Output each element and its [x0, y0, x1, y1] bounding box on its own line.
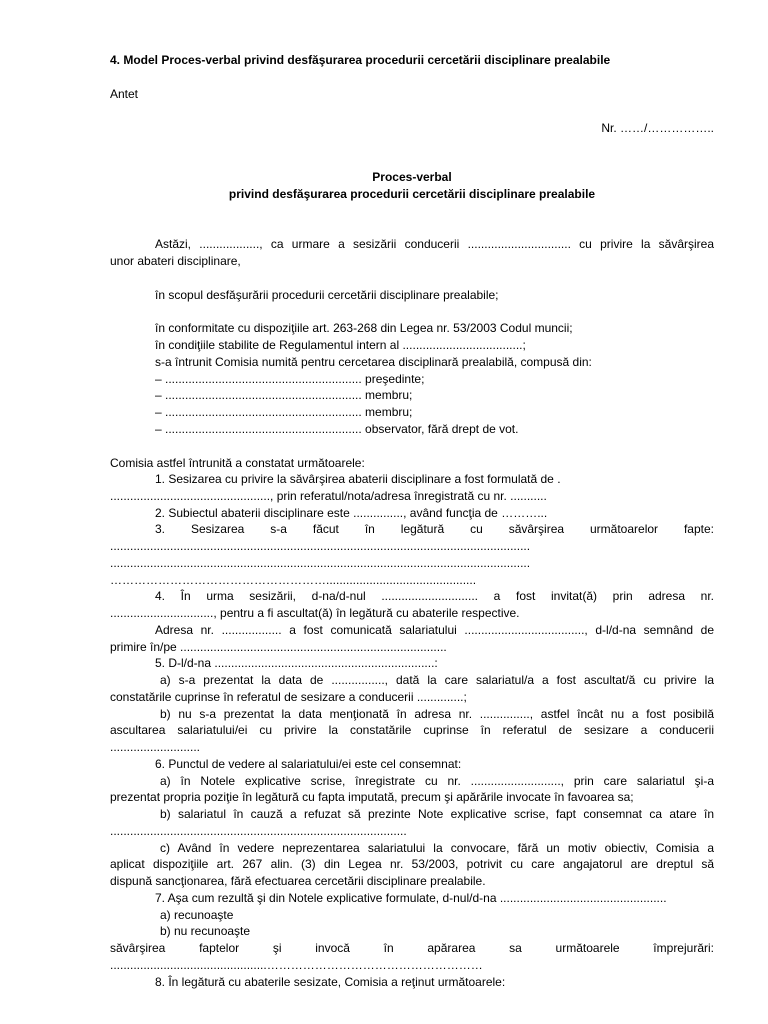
text-line: în scopul desfăşurării procedurii cercetării disciplinare prealabile; [155, 288, 499, 302]
text-line: ascultarea salariatului/ei cu privire la constatările cuprinse în referatul de sesizare a conducerii [110, 723, 714, 737]
text-line: 5. D-l/d-na ..................................................................: [155, 656, 438, 670]
text-line: c) Având în vedere neprezentarea salariatului la convocare, fără un motiv obiectiv, Comisia a [160, 841, 714, 855]
antet-label: Antet [110, 87, 139, 101]
text-line: constatările cuprinse în referatul de sesizare a conducerii ..............; [110, 690, 467, 704]
text-line: a) recunoaşte [160, 908, 234, 922]
text-line: 7. Aşa cum rezultă şi din Notele explicative formulate, d-nul/d-na .................................................. [155, 891, 667, 905]
text-line: prezentat propria poziţie în legătură cu fapta imputată, precum şi apărările invocate în favoarea sa; [110, 790, 634, 804]
text-line: în conformitate cu dispoziţiile art. 263-268 din Legea nr. 53/2003 Codul muncii; [155, 321, 573, 335]
text-line: 3. Sesizarea s-a făcut în legătură cu săvârşirea următoarelor fapte: [155, 522, 714, 536]
text-line: primire în/pe ................................................................................ [110, 640, 447, 654]
committee-member-line: – ........................................................... observator, fără drept de vot. [155, 422, 519, 436]
text-line: 8. În legătură cu abaterile sesizate, Comisia a reţinut următoarele: [155, 975, 506, 989]
committee-member-line: – ........................................................... membru; [155, 388, 413, 402]
text-line: a) s-a prezentat la data de ................, dată la care salariatul/a a fost ascultat/ă cu privire la [160, 673, 714, 687]
document-heading: 4. Model Proces-verbal privind desfăşurarea procedurii cercetării disciplinare prealabile [110, 53, 611, 67]
text-line: a) în Notele explicative scrise, înregistrate cu nr. ..........................., prin care salariatul şi-a [160, 774, 714, 788]
text-line: 6. Punctul de vedere al salariatului/ei este cel consemnat: [155, 757, 462, 771]
text-line: dispună sancţionarea, fără efectuarea cercetării disciplinare prealabile. [110, 874, 486, 888]
dotted-line: ...............................................……………………………………………… [110, 958, 483, 972]
text-line: 2. Subiectul abaterii disciplinare este ..............., având funcţia de ………... [155, 506, 548, 520]
text-line: aplicat dispoziţiile art. 267 alin. (3) din Legea nr. 53/2003, potrivit cu care angajatorul are dreptul să [110, 857, 714, 871]
dotted-line: .............................................................................................................................. [110, 556, 531, 570]
dotted-line: ......................................................................................... [110, 824, 407, 838]
title-line-2: privind desfăşurarea procedurii cercetării disciplinare prealabile [228, 187, 596, 201]
text-line: Adresa nr. .................. a fost comunicată salariatului ...................................., d-l/d-na semnând de [155, 623, 714, 637]
text-line: Astăzi, .................., ca urmare a sesizării conducerii ............................... cu privire la săvârşirea [155, 237, 714, 251]
dotted-line: ........................... [110, 740, 201, 754]
text-line: ..............................., pentru a fi ascultat(ă) în legătură cu abaterile respective. [110, 606, 520, 620]
text-line: ................................................, prin referatul/nota/adresa înregistrată cu nr. ........... [110, 489, 547, 503]
committee-member-line: – ........................................................... membru; [155, 405, 413, 419]
text-line: Comisia astfel întrunită a constatat următoarele: [110, 456, 365, 470]
text-line: b) nu s-a prezentat la data menţionată în adresa nr. ..............., astfel încât nu a fost posibilă [160, 707, 714, 721]
title-line-1: Proces-verbal [372, 170, 452, 184]
text-line: unor abateri disciplinare, [110, 254, 241, 268]
text-line: 1. Sesizarea cu privire la săvârşirea abaterii disciplinare a fost formulată de . [155, 472, 561, 486]
registration-number: Nr. ……/…………….. [601, 121, 714, 135]
text-line: s-a întrunit Comisia numită pentru cercetarea disciplinară prealabilă, compusă din: [155, 355, 592, 369]
text-line: în condiţiile stabilite de Regulamentul intern al ....................................; [155, 338, 526, 352]
text-line: b) salariatul în cauză a refuzat să prezinte Note explicative scrise, fapt consemnat ca atare în [160, 807, 714, 821]
committee-member-line: – ........................................................... preşedinte; [155, 372, 425, 386]
text-line: b) nu recunoaşte [160, 924, 251, 938]
dotted-line: .............................................................................................................................. [110, 539, 531, 553]
text-line: 4. În urma sesizării, d-na/d-nul ............................. a fost invitat(ă) prin adresa nr. [155, 589, 714, 603]
text-line: săvârşirea faptelor şi invocă în apărarea sa următoarele împrejurări: [110, 941, 714, 955]
dotted-line: ………………………………………………............................................. [110, 573, 477, 587]
